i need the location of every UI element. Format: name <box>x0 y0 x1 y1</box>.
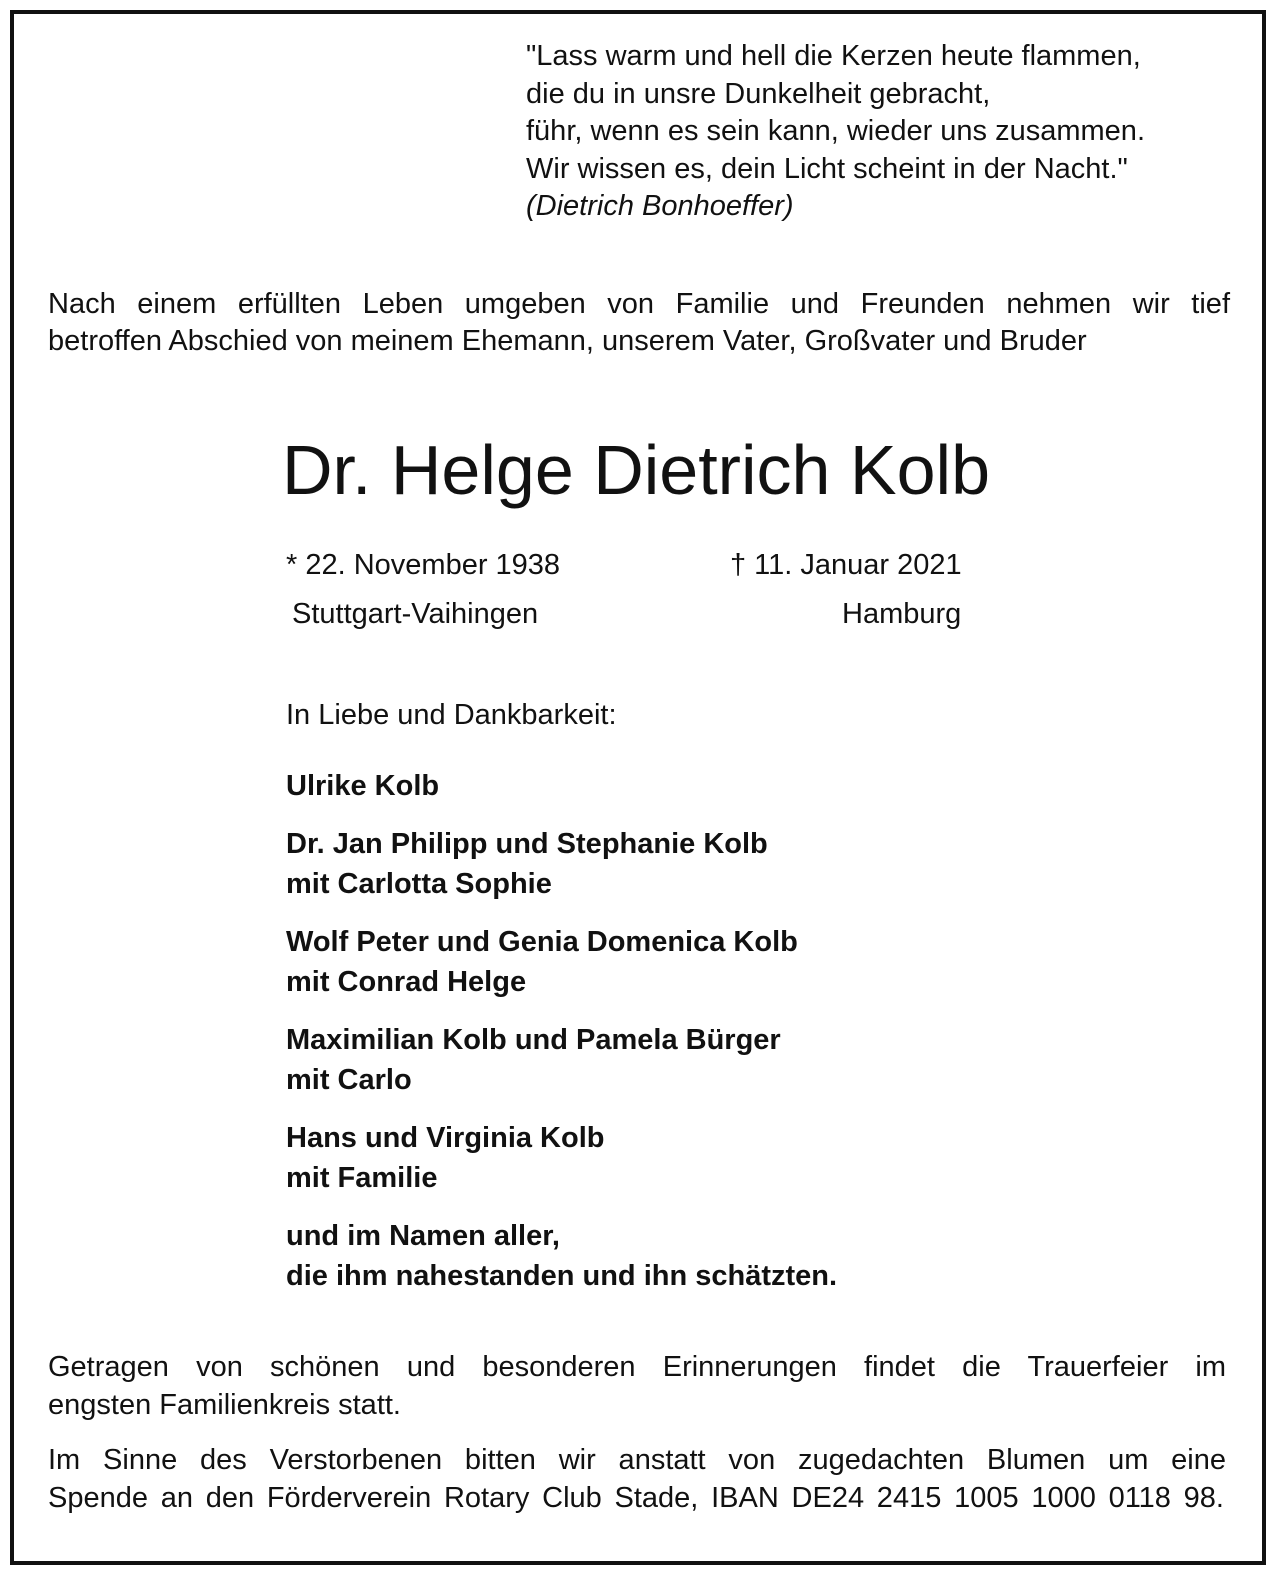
funeral-line: Getragen von schönen und besonderen Erinnerungen findet die Trauerfeier im <box>48 1351 1226 1383</box>
quote-line: Wir wissen es, dein Licht scheint in der Nacht." <box>526 152 1128 185</box>
mourners-closing <box>286 1216 837 1296</box>
mourner-family: mit Carlo <box>286 1064 412 1096</box>
mourner-name: Maximilian Kolb und Pamela Bürger <box>286 1024 781 1056</box>
intro-line: betroffen Abschied von meinem Ehemann, unserem Vater, Großvater und Bruder <box>48 325 1087 357</box>
mourner-group <box>286 1020 837 1100</box>
death-place: Hamburg <box>842 598 962 630</box>
funeral-paragraph <box>48 1349 1226 1424</box>
death-date: † 11. Januar 2021 <box>730 549 962 581</box>
mourner-name: Wolf Peter und Genia Domenica Kolb <box>286 926 798 958</box>
mourner-name: Dr. Jan Philipp und Stephanie Kolb <box>286 828 768 860</box>
birth-place: Stuttgart-Vaihingen <box>292 598 539 630</box>
intro-line: Nach einem erfüllten Leben umgeben von Familie und Freunden nehmen wir tief <box>48 288 1230 320</box>
deceased-name: Dr. Helge Dietrich Kolb <box>281 431 991 509</box>
mourner-group <box>286 766 837 806</box>
closing-line: die ihm nahestanden und ihn schätzten. <box>286 1260 838 1292</box>
funeral-line: engsten Familienkreis statt. <box>48 1388 401 1421</box>
bonhoeffer-quote <box>526 38 1145 226</box>
quote-line: die du in unsre Dunkelheit gebracht, <box>526 77 991 110</box>
donation-line: Im Sinne des Verstorbenen bitten wir anstatt von zugedachten Blumen um eine <box>48 1444 1226 1476</box>
quote-author: (Dietrich Bonhoeffer) <box>526 190 794 222</box>
mourner-name: Ulrike Kolb <box>286 770 440 802</box>
donation-paragraph <box>48 1442 1226 1517</box>
mourner-family: mit Familie <box>286 1162 438 1194</box>
mourner-group <box>286 1118 837 1198</box>
birth-date: * 22. November 1938 <box>286 549 561 581</box>
quote-line: führ, wenn es sein kann, wieder uns zusammen. <box>526 115 1145 147</box>
mourner-group <box>286 922 837 1002</box>
closing-line: und im Namen aller, <box>286 1220 560 1252</box>
mourners-heading: In Liebe und Dankbarkeit: <box>286 699 617 731</box>
mourner-group <box>286 824 837 904</box>
quote-line: "Lass warm und hell die Kerzen heute flammen, <box>526 40 1141 72</box>
intro-paragraph <box>48 286 1230 360</box>
mourner-family: mit Conrad Helge <box>286 966 527 998</box>
mourners-list <box>286 766 837 1296</box>
mourner-family: mit Carlotta Sophie <box>286 868 552 900</box>
mourner-name: Hans und Virginia Kolb <box>286 1122 605 1154</box>
donation-line: Spende an den Förderverein Rotary Club Stade, IBAN DE24 2415 1005 1000 0118 98. <box>48 1481 1224 1514</box>
